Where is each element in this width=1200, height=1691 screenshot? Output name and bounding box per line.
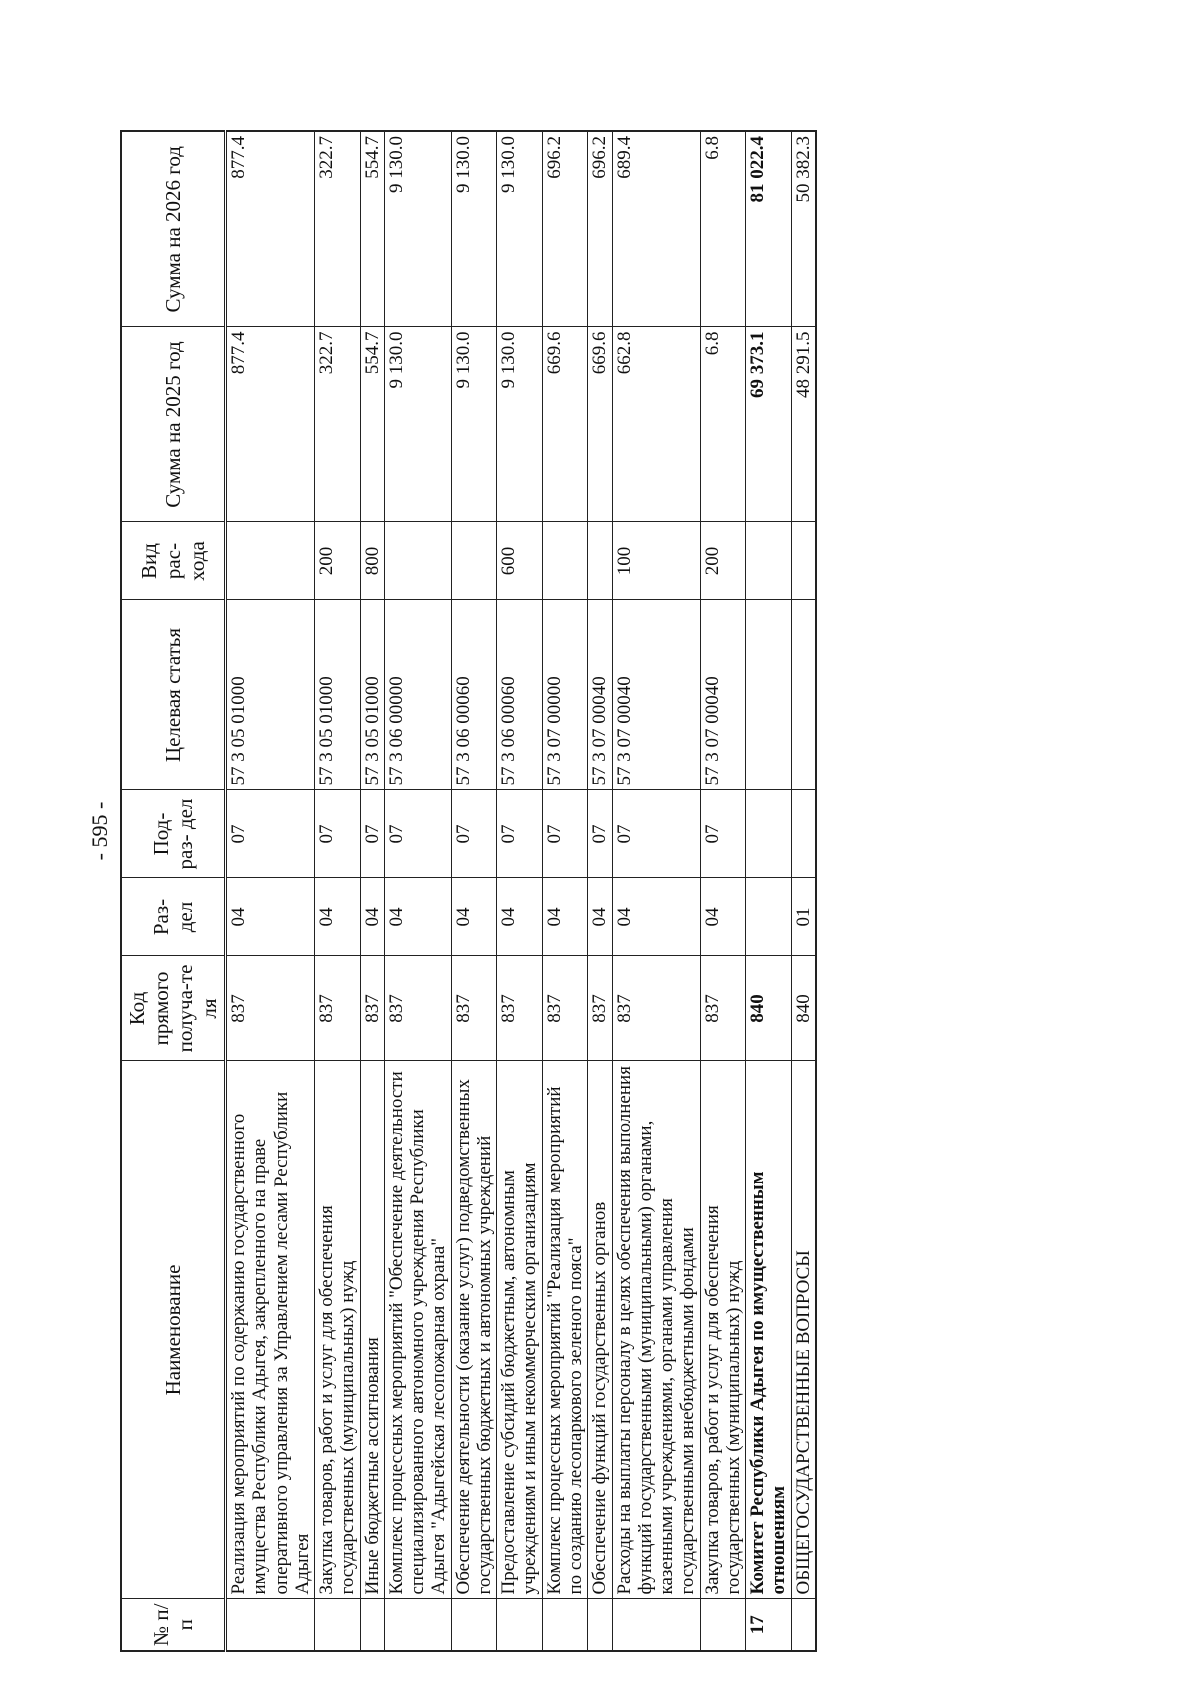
cell-name: ОБЩЕГОСУДАРСТВЕННЫЕ ВОПРОСЫ xyxy=(791,1061,816,1599)
cell-sum-2026: 9 130.0 xyxy=(451,131,497,327)
cell-no xyxy=(497,1599,543,1651)
cell-no xyxy=(588,1599,612,1651)
cell-no xyxy=(360,1599,384,1651)
cell-section: 04 xyxy=(384,878,451,956)
cell-exp-type xyxy=(226,522,315,600)
cell-target: 57 3 05 01000 xyxy=(226,600,315,790)
cell-name: Закупка товаров, работ и услуг для обеспечения государственных (муниципальных) нужд xyxy=(315,1061,361,1599)
table-row xyxy=(612,131,700,1651)
cell-recipient: 837 xyxy=(542,956,588,1061)
header-name: Наименование xyxy=(121,1061,226,1599)
cell-no xyxy=(612,1599,700,1651)
cell-target: 57 3 06 00060 xyxy=(497,600,543,790)
cell-target xyxy=(791,600,816,790)
cell-target: 57 3 07 00040 xyxy=(612,600,700,790)
header-no: № п/п xyxy=(121,1599,226,1651)
cell-sum-2026: 696.2 xyxy=(542,131,588,327)
cell-section: 04 xyxy=(588,878,612,956)
cell-subsection: 07 xyxy=(360,790,384,878)
table-row xyxy=(451,131,497,1651)
cell-sum-2025: 9 130.0 xyxy=(497,327,543,522)
cell-name: Иные бюджетные ассигнования xyxy=(360,1061,384,1599)
cell-target: 57 3 07 00040 xyxy=(700,600,746,790)
cell-sum-2026: 6.8 xyxy=(700,131,746,327)
cell-no xyxy=(451,1599,497,1651)
cell-sum-2025: 662.8 xyxy=(612,327,700,522)
cell-recipient: 837 xyxy=(700,956,746,1061)
cell-recipient: 837 xyxy=(588,956,612,1061)
cell-target: 57 3 07 00040 xyxy=(588,600,612,790)
cell-no xyxy=(791,1599,816,1651)
cell-sum-2026: 696.2 xyxy=(588,131,612,327)
cell-exp-type xyxy=(451,522,497,600)
cell-subsection: 07 xyxy=(226,790,315,878)
cell-sum-2026: 689.4 xyxy=(612,131,700,327)
cell-recipient: 837 xyxy=(315,956,361,1061)
cell-sum-2026: 50 382.3 xyxy=(791,131,816,327)
cell-exp-type xyxy=(384,522,451,600)
cell-target: 57 3 06 00000 xyxy=(384,600,451,790)
cell-name: Комплекс процессных мероприятий "Реализация мероприятий по созданию лесопаркового зеленого пояса" xyxy=(542,1061,588,1599)
cell-section: 04 xyxy=(700,878,746,956)
cell-sum-2026: 554.7 xyxy=(360,131,384,327)
header-row xyxy=(121,131,226,1651)
cell-no xyxy=(542,1599,588,1651)
cell-section: 04 xyxy=(497,878,543,956)
cell-exp-type xyxy=(588,522,612,600)
cell-exp-type xyxy=(542,522,588,600)
header-section: Раз- дел xyxy=(121,878,226,956)
cell-name: Реализация мероприятий по содержанию государственного имущества Республики Адыгея, закрепленного на праве оперативного управления за Управлением лесами Республики Адыгея xyxy=(226,1061,315,1599)
table-row xyxy=(791,131,816,1651)
cell-sum-2025: 9 130.0 xyxy=(384,327,451,522)
cell-target xyxy=(746,600,792,790)
cell-sum-2025: 322.7 xyxy=(315,327,361,522)
cell-exp-type: 800 xyxy=(360,522,384,600)
cell-recipient: 840 xyxy=(791,956,816,1061)
cell-exp-type xyxy=(746,522,792,600)
cell-name: Закупка товаров, работ и услуг для обеспечения государственных (муниципальных) нужд xyxy=(700,1061,746,1599)
cell-section: 04 xyxy=(542,878,588,956)
table-row xyxy=(315,131,361,1651)
cell-no xyxy=(384,1599,451,1651)
cell-no: 17 xyxy=(746,1599,792,1651)
cell-section: 04 xyxy=(226,878,315,956)
table-row xyxy=(746,131,792,1651)
table-row xyxy=(700,131,746,1651)
cell-name: Обеспечение деятельности (оказание услуг) подведомственных государственных бюджетных и автономных учреждений xyxy=(451,1061,497,1599)
cell-recipient: 837 xyxy=(612,956,700,1061)
cell-recipient: 837 xyxy=(451,956,497,1061)
cell-section: 01 xyxy=(791,878,816,956)
cell-subsection xyxy=(746,790,792,878)
cell-subsection: 07 xyxy=(451,790,497,878)
cell-sum-2025: 69 373.1 xyxy=(746,327,792,522)
cell-sum-2026: 81 022.4 xyxy=(746,131,792,327)
cell-name: Предоставление субсидий бюджетным, автономным учреждениям и иным некоммерческим организациям xyxy=(497,1061,543,1599)
cell-sum-2025: 9 130.0 xyxy=(451,327,497,522)
page-number: - 595 - xyxy=(87,801,112,861)
cell-section xyxy=(746,878,792,956)
cell-subsection: 07 xyxy=(700,790,746,878)
budget-table xyxy=(120,130,817,1652)
table-body xyxy=(226,131,816,1651)
cell-target: 57 3 05 01000 xyxy=(360,600,384,790)
cell-exp-type: 200 xyxy=(700,522,746,600)
cell-subsection: 07 xyxy=(315,790,361,878)
table-row xyxy=(360,131,384,1651)
cell-sum-2025: 554.7 xyxy=(360,327,384,522)
header-sum-2025: Сумма на 2025 год xyxy=(121,327,226,522)
cell-target: 57 3 06 00060 xyxy=(451,600,497,790)
cell-sum-2025: 877.4 xyxy=(226,327,315,522)
header-sum-2026: Сумма на 2026 год xyxy=(121,131,226,327)
cell-no xyxy=(700,1599,746,1651)
header-target: Целевая статья xyxy=(121,600,226,790)
cell-subsection: 07 xyxy=(384,790,451,878)
cell-section: 04 xyxy=(315,878,361,956)
cell-sum-2025: 6.8 xyxy=(700,327,746,522)
cell-name: Комплекс процессных мероприятий "Обеспечение деятельности специализированного автономного учреждения Республики Адыгея "Адыгейская лесопожарная охрана" xyxy=(384,1061,451,1599)
cell-section: 04 xyxy=(612,878,700,956)
cell-name: Комитет Республики Адыгея по имущественным отношениям xyxy=(746,1061,792,1599)
cell-sum-2025: 669.6 xyxy=(588,327,612,522)
cell-no xyxy=(315,1599,361,1651)
table-row xyxy=(588,131,612,1651)
header-exp-type: Вид рас- хода xyxy=(121,522,226,600)
table-row xyxy=(497,131,543,1651)
table-row xyxy=(542,131,588,1651)
cell-recipient: 837 xyxy=(226,956,315,1061)
header-recipient: Код прямого получа-те ля xyxy=(121,956,226,1061)
cell-recipient: 840 xyxy=(746,956,792,1061)
cell-target: 57 3 07 00000 xyxy=(542,600,588,790)
cell-target: 57 3 05 01000 xyxy=(315,600,361,790)
cell-sum-2026: 9 130.0 xyxy=(497,131,543,327)
cell-subsection: 07 xyxy=(612,790,700,878)
cell-subsection: 07 xyxy=(497,790,543,878)
cell-name: Расходы на выплаты персоналу в целях обеспечения выполнения функций государственными (муниципальными) органами, казенными учреждениями, органами управления государственными внебюджетными фондами xyxy=(612,1061,700,1599)
cell-sum-2026: 9 130.0 xyxy=(384,131,451,327)
cell-section: 04 xyxy=(360,878,384,956)
cell-sum-2025: 669.6 xyxy=(542,327,588,522)
cell-recipient: 837 xyxy=(360,956,384,1061)
cell-sum-2026: 877.4 xyxy=(226,131,315,327)
cell-no xyxy=(226,1599,315,1651)
table-row xyxy=(384,131,451,1651)
cell-exp-type: 200 xyxy=(315,522,361,600)
cell-exp-type xyxy=(791,522,816,600)
cell-recipient: 837 xyxy=(497,956,543,1061)
cell-recipient: 837 xyxy=(384,956,451,1061)
cell-subsection xyxy=(791,790,816,878)
cell-sum-2025: 48 291.5 xyxy=(791,327,816,522)
cell-subsection: 07 xyxy=(588,790,612,878)
cell-exp-type: 600 xyxy=(497,522,543,600)
rotated-table-container xyxy=(120,132,1080,1652)
header-subsection: Под- раз- дел xyxy=(121,790,226,878)
cell-exp-type: 100 xyxy=(612,522,700,600)
cell-subsection: 07 xyxy=(542,790,588,878)
cell-section: 04 xyxy=(451,878,497,956)
table-row xyxy=(226,131,315,1651)
cell-sum-2026: 322.7 xyxy=(315,131,361,327)
cell-name: Обеспечение функций государственных органов xyxy=(588,1061,612,1599)
